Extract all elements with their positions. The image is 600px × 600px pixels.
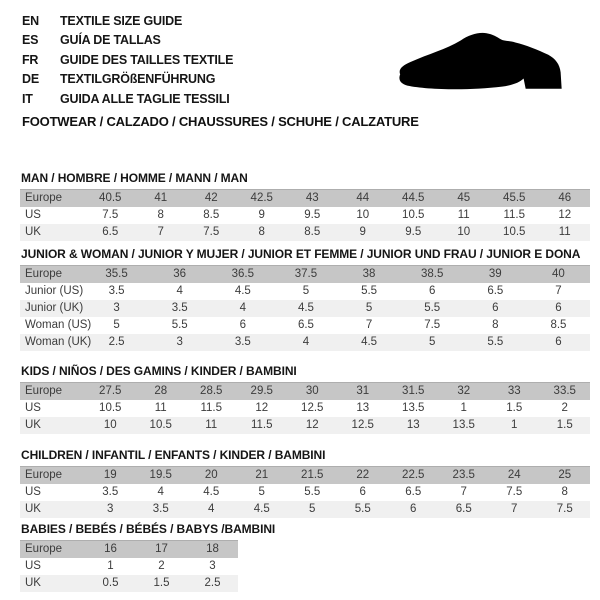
row-label: Europe bbox=[20, 190, 85, 207]
size-table-block bbox=[20, 247, 590, 351]
size-cell: 2 bbox=[561, 402, 568, 414]
table-row bbox=[20, 575, 238, 592]
language-row bbox=[22, 50, 233, 70]
table-row bbox=[20, 417, 590, 434]
row-label: US bbox=[25, 486, 41, 498]
size-cell: 4.5 bbox=[234, 285, 251, 297]
row-label: US bbox=[25, 209, 41, 221]
size-cell: 4.5 bbox=[203, 486, 220, 498]
size-cell: 3.5 bbox=[171, 302, 188, 314]
size-cell: 33 bbox=[489, 383, 540, 400]
size-cell: 11.5 bbox=[250, 419, 273, 431]
size-cell: 1 bbox=[460, 402, 467, 414]
size-cell: 8 bbox=[492, 319, 499, 331]
size-cell: 5 bbox=[302, 285, 310, 297]
size-cell: 7 bbox=[365, 319, 373, 331]
size-cell: 36.5 bbox=[211, 266, 274, 283]
size-cell: 5.5 bbox=[487, 336, 504, 348]
size-cell: 16 bbox=[85, 541, 136, 558]
table-row bbox=[20, 334, 590, 351]
size-cell: 5.5 bbox=[361, 285, 378, 297]
size-cell: 7 bbox=[157, 226, 164, 238]
language-row bbox=[22, 11, 233, 31]
language-row bbox=[22, 70, 233, 90]
size-cell: 7 bbox=[555, 285, 562, 297]
language-guide-label: TEXTILE SIZE GUIDE bbox=[60, 13, 183, 28]
language-row bbox=[22, 89, 233, 109]
table-row bbox=[20, 558, 238, 575]
table-header-row bbox=[20, 266, 590, 283]
size-cell: 4 bbox=[176, 285, 183, 297]
size-cell: 28 bbox=[136, 383, 187, 400]
size-cell: 30 bbox=[287, 383, 338, 400]
size-table-block bbox=[20, 171, 590, 241]
size-cell: 5 bbox=[113, 319, 120, 331]
size-cell: 4.5 bbox=[361, 336, 378, 348]
size-cell: 10.5 bbox=[503, 226, 526, 238]
size-cell: 12.5 bbox=[351, 419, 374, 431]
size-cell: 22 bbox=[338, 467, 389, 484]
size-cell: 5.5 bbox=[171, 319, 188, 331]
size-cell: 7 bbox=[460, 486, 467, 498]
language-code: FR bbox=[22, 52, 39, 67]
size-cell: 3.5 bbox=[108, 285, 125, 297]
size-cell: 2.5 bbox=[108, 336, 125, 348]
size-cell: 5 bbox=[309, 503, 316, 515]
size-cell: 1.5 bbox=[506, 402, 523, 414]
size-cell: 12 bbox=[558, 209, 572, 221]
table-header-row bbox=[20, 190, 590, 207]
size-cell: 4.5 bbox=[297, 302, 314, 314]
size-cell: 4 bbox=[302, 336, 310, 348]
size-cell: 21 bbox=[237, 467, 288, 484]
language-code: IT bbox=[22, 91, 33, 106]
table-row bbox=[20, 484, 590, 501]
size-cell: 32 bbox=[439, 383, 490, 400]
size-cell: 6.5 bbox=[487, 285, 504, 297]
size-cell: 21.5 bbox=[287, 467, 338, 484]
language-guide-label: TEXTILGRÖßENFÜHRUNG bbox=[60, 72, 216, 87]
language-code: ES bbox=[22, 33, 39, 48]
size-cell: 4 bbox=[208, 503, 215, 515]
size-cell: 10.5 bbox=[402, 209, 425, 221]
size-table bbox=[20, 265, 590, 351]
size-cell: 8 bbox=[561, 486, 568, 498]
table-title: MAN / HOMBRE / HOMME / MANN / MAN bbox=[21, 171, 248, 185]
size-cell: 8.5 bbox=[550, 319, 567, 331]
size-cell: 11 bbox=[154, 402, 167, 414]
table-title: KIDS / NIÑOS / DES GAMINS / KINDER / BAMBINI bbox=[21, 364, 297, 378]
row-label: UK bbox=[25, 226, 41, 238]
language-guide-label: GUIDA ALLE TAGLIE TESSILI bbox=[60, 91, 230, 106]
size-cell: 45 bbox=[439, 190, 490, 207]
size-cell: 5 bbox=[258, 486, 265, 498]
row-label: Europe bbox=[20, 266, 85, 283]
size-cell: 11 bbox=[457, 209, 470, 221]
size-cell: 6 bbox=[359, 486, 366, 498]
size-table-block bbox=[20, 364, 590, 434]
size-cell: 6.5 bbox=[102, 226, 119, 238]
size-cell: 17 bbox=[136, 541, 187, 558]
size-cell: 38.5 bbox=[401, 266, 464, 283]
row-label: Woman (US) bbox=[25, 319, 92, 331]
size-cell: 13 bbox=[406, 419, 420, 431]
size-table-block bbox=[20, 522, 590, 592]
row-label: Junior (US) bbox=[25, 285, 84, 297]
size-cell: 37.5 bbox=[274, 266, 337, 283]
language-code: DE bbox=[22, 72, 39, 87]
shoe-icon bbox=[394, 30, 574, 94]
size-cell: 4 bbox=[157, 486, 164, 498]
size-cell: 27.5 bbox=[85, 383, 136, 400]
size-cell: 1.5 bbox=[153, 577, 170, 589]
size-cell: 7.5 bbox=[506, 486, 523, 498]
size-cell: 3 bbox=[209, 560, 216, 572]
size-cell: 2.5 bbox=[204, 577, 221, 589]
size-cell: 7.5 bbox=[556, 503, 573, 515]
size-cell: 13.5 bbox=[402, 402, 425, 414]
size-table bbox=[20, 540, 238, 592]
category-heading: FOOTWEAR / CALZADO / CHAUSSURES / SCHUHE / CALZATURE bbox=[22, 114, 419, 129]
size-cell: 6 bbox=[410, 503, 417, 515]
row-label: Woman (UK) bbox=[25, 336, 92, 348]
size-cell: 46 bbox=[540, 190, 591, 207]
row-label: Europe bbox=[20, 541, 85, 558]
size-cell: 6.5 bbox=[405, 486, 422, 498]
language-code: EN bbox=[22, 13, 39, 28]
table-row bbox=[20, 317, 590, 334]
size-cell: 9 bbox=[258, 209, 265, 221]
size-cell: 7 bbox=[511, 503, 518, 515]
size-cell: 38 bbox=[338, 266, 401, 283]
size-cell: 45.5 bbox=[489, 190, 540, 207]
row-label: UK bbox=[25, 503, 41, 515]
row-label: US bbox=[25, 560, 41, 572]
size-cell: 31 bbox=[338, 383, 389, 400]
size-cell: 3 bbox=[176, 336, 183, 348]
row-label: US bbox=[25, 402, 41, 414]
size-cell: 6 bbox=[555, 302, 562, 314]
size-cell: 8 bbox=[258, 226, 265, 238]
row-label: Europe bbox=[20, 383, 85, 400]
size-cell: 33.5 bbox=[540, 383, 591, 400]
table-row bbox=[20, 224, 590, 241]
size-table-block bbox=[20, 448, 590, 518]
row-label: UK bbox=[25, 419, 41, 431]
size-table bbox=[20, 189, 590, 241]
size-cell: 6 bbox=[239, 319, 247, 331]
size-cell: 1 bbox=[511, 419, 518, 431]
size-cell: 8 bbox=[157, 209, 164, 221]
size-cell: 18 bbox=[187, 541, 238, 558]
size-cell: 4.5 bbox=[253, 503, 270, 515]
size-cell: 28.5 bbox=[186, 383, 237, 400]
size-cell: 1 bbox=[107, 560, 114, 572]
table-row bbox=[20, 207, 590, 224]
size-cell: 29.5 bbox=[237, 383, 288, 400]
language-guide-label: GUIDE DES TAILLES TEXTILE bbox=[60, 52, 234, 67]
size-cell: 5.5 bbox=[354, 503, 371, 515]
size-cell: 19.5 bbox=[136, 467, 187, 484]
language-row bbox=[22, 31, 233, 51]
table-header-row bbox=[20, 541, 238, 558]
size-cell: 6 bbox=[492, 302, 499, 314]
size-cell: 12.5 bbox=[301, 402, 324, 414]
table-row bbox=[20, 400, 590, 417]
row-label: Europe bbox=[20, 467, 85, 484]
size-cell: 12 bbox=[255, 402, 269, 414]
size-cell: 3 bbox=[113, 302, 120, 314]
size-cell: 23.5 bbox=[439, 467, 490, 484]
table-row bbox=[20, 283, 590, 300]
table-header-row bbox=[20, 383, 590, 400]
language-list bbox=[22, 11, 233, 109]
size-cell: 5.5 bbox=[424, 302, 441, 314]
size-cell: 3.5 bbox=[102, 486, 119, 498]
row-label: Junior (UK) bbox=[25, 302, 84, 314]
size-cell: 0.5 bbox=[102, 577, 119, 589]
size-cell: 43 bbox=[287, 190, 338, 207]
size-cell: 8.5 bbox=[304, 226, 321, 238]
size-cell: 6.5 bbox=[455, 503, 472, 515]
size-cell: 3.5 bbox=[234, 336, 251, 348]
table-title: CHILDREN / INFANTIL / ENFANTS / KINDER / BAMBINI bbox=[21, 448, 326, 462]
size-cell: 31.5 bbox=[388, 383, 439, 400]
size-cell: 9.5 bbox=[405, 226, 422, 238]
size-cell: 11.5 bbox=[200, 402, 223, 414]
size-cell: 10 bbox=[103, 419, 117, 431]
size-cell: 8.5 bbox=[203, 209, 220, 221]
table-row bbox=[20, 300, 590, 317]
size-cell: 7.5 bbox=[102, 209, 119, 221]
table-row bbox=[20, 501, 590, 518]
size-cell: 11 bbox=[558, 226, 571, 238]
size-cell: 13.5 bbox=[452, 419, 475, 431]
size-cell: 4 bbox=[239, 302, 247, 314]
size-cell: 20 bbox=[186, 467, 237, 484]
size-cell: 9.5 bbox=[304, 209, 321, 221]
size-cell: 5 bbox=[365, 302, 373, 314]
size-cell: 6.5 bbox=[297, 319, 314, 331]
size-cell: 41 bbox=[136, 190, 187, 207]
size-cell: 9 bbox=[359, 226, 366, 238]
size-cell: 44.5 bbox=[388, 190, 439, 207]
size-cell: 44 bbox=[338, 190, 389, 207]
size-cell: 22.5 bbox=[388, 467, 439, 484]
size-cell: 19 bbox=[85, 467, 136, 484]
size-cell: 6 bbox=[428, 285, 436, 297]
size-cell: 11 bbox=[205, 419, 218, 431]
size-cell: 13 bbox=[356, 402, 370, 414]
size-cell: 10 bbox=[356, 209, 370, 221]
row-label: UK bbox=[25, 577, 41, 589]
size-cell: 24 bbox=[489, 467, 540, 484]
size-cell: 42.5 bbox=[237, 190, 288, 207]
size-cell: 25 bbox=[540, 467, 591, 484]
size-cell: 7.5 bbox=[203, 226, 220, 238]
size-table bbox=[20, 466, 590, 518]
size-cell: 6 bbox=[555, 336, 562, 348]
size-cell: 5.5 bbox=[304, 486, 321, 498]
table-title: JUNIOR & WOMAN / JUNIOR Y MUJER / JUNIOR ET FEMME / JUNIOR UND FRAU / JUNIOR E DONA bbox=[21, 247, 581, 261]
size-cell: 3 bbox=[107, 503, 114, 515]
size-cell: 3.5 bbox=[152, 503, 169, 515]
size-cell: 11.5 bbox=[503, 209, 526, 221]
size-cell: 1.5 bbox=[556, 419, 573, 431]
size-cell: 36 bbox=[148, 266, 211, 283]
size-cell: 10 bbox=[457, 226, 471, 238]
size-cell: 42 bbox=[186, 190, 237, 207]
size-table bbox=[20, 382, 590, 434]
language-guide-label: GUÍA DE TALLAS bbox=[60, 33, 161, 48]
size-cell: 10.5 bbox=[99, 402, 122, 414]
table-header-row bbox=[20, 467, 590, 484]
size-cell: 12 bbox=[305, 419, 319, 431]
size-cell: 2 bbox=[158, 560, 165, 572]
size-cell: 7.5 bbox=[424, 319, 441, 331]
size-cell: 35.5 bbox=[85, 266, 148, 283]
table-title: BABIES / BEBÉS / BÉBÉS / BABYS /BAMBINI bbox=[21, 522, 276, 536]
size-cell: 5 bbox=[428, 336, 436, 348]
size-cell: 40.5 bbox=[85, 190, 136, 207]
size-cell: 10.5 bbox=[149, 419, 172, 431]
size-cell: 40 bbox=[527, 266, 590, 283]
size-cell: 39 bbox=[464, 266, 527, 283]
